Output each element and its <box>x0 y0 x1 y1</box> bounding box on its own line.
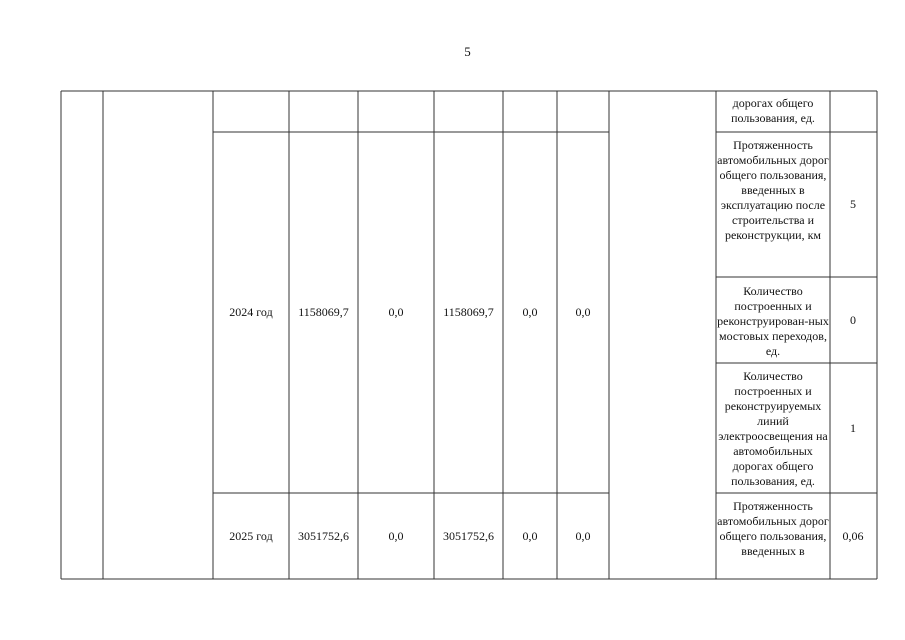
total-cell: 1158069,7 <box>298 305 349 319</box>
indicator-text: дорогах общего пользования, ед. <box>731 96 815 125</box>
indicator-text: Количество построенных и реконструирован-ных мостовых переходов, ед. <box>717 284 829 358</box>
value-cell: 0,0 <box>522 528 538 543</box>
value-cell: 0,0 <box>575 305 591 319</box>
indicator-text: Протяженность автомобильных дорог общего пользования, введенных в эксплуатацию после строительства и реконструкции, км <box>717 138 829 242</box>
indicator-value: 5 <box>850 197 856 211</box>
value-cell: 3051752,6 <box>443 528 494 543</box>
value-cell: 0,0 <box>522 305 538 319</box>
page-number: 5 <box>464 44 471 59</box>
indicator-text: Количество построенных и реконструируемых линий электроосвещения на автомобильных дорогах общего пользования, ед. <box>718 369 828 488</box>
indicator-value: 1 <box>850 420 856 435</box>
total-cell: 3051752,6 <box>298 528 349 543</box>
value-cell: 1158069,7 <box>443 305 494 319</box>
value-cell: 0,0 <box>388 305 404 319</box>
indicator-value: 0,06 <box>842 528 864 543</box>
year-cell: 2025 год <box>229 528 273 543</box>
indicator-value: 0 <box>850 312 856 327</box>
year-cell: 2024 год <box>229 305 273 319</box>
indicator-text: Протяженность автомобильных дорог общего пользования, введенных в <box>717 499 829 558</box>
value-cell: 0,0 <box>388 528 404 543</box>
value-cell: 0,0 <box>575 528 591 543</box>
